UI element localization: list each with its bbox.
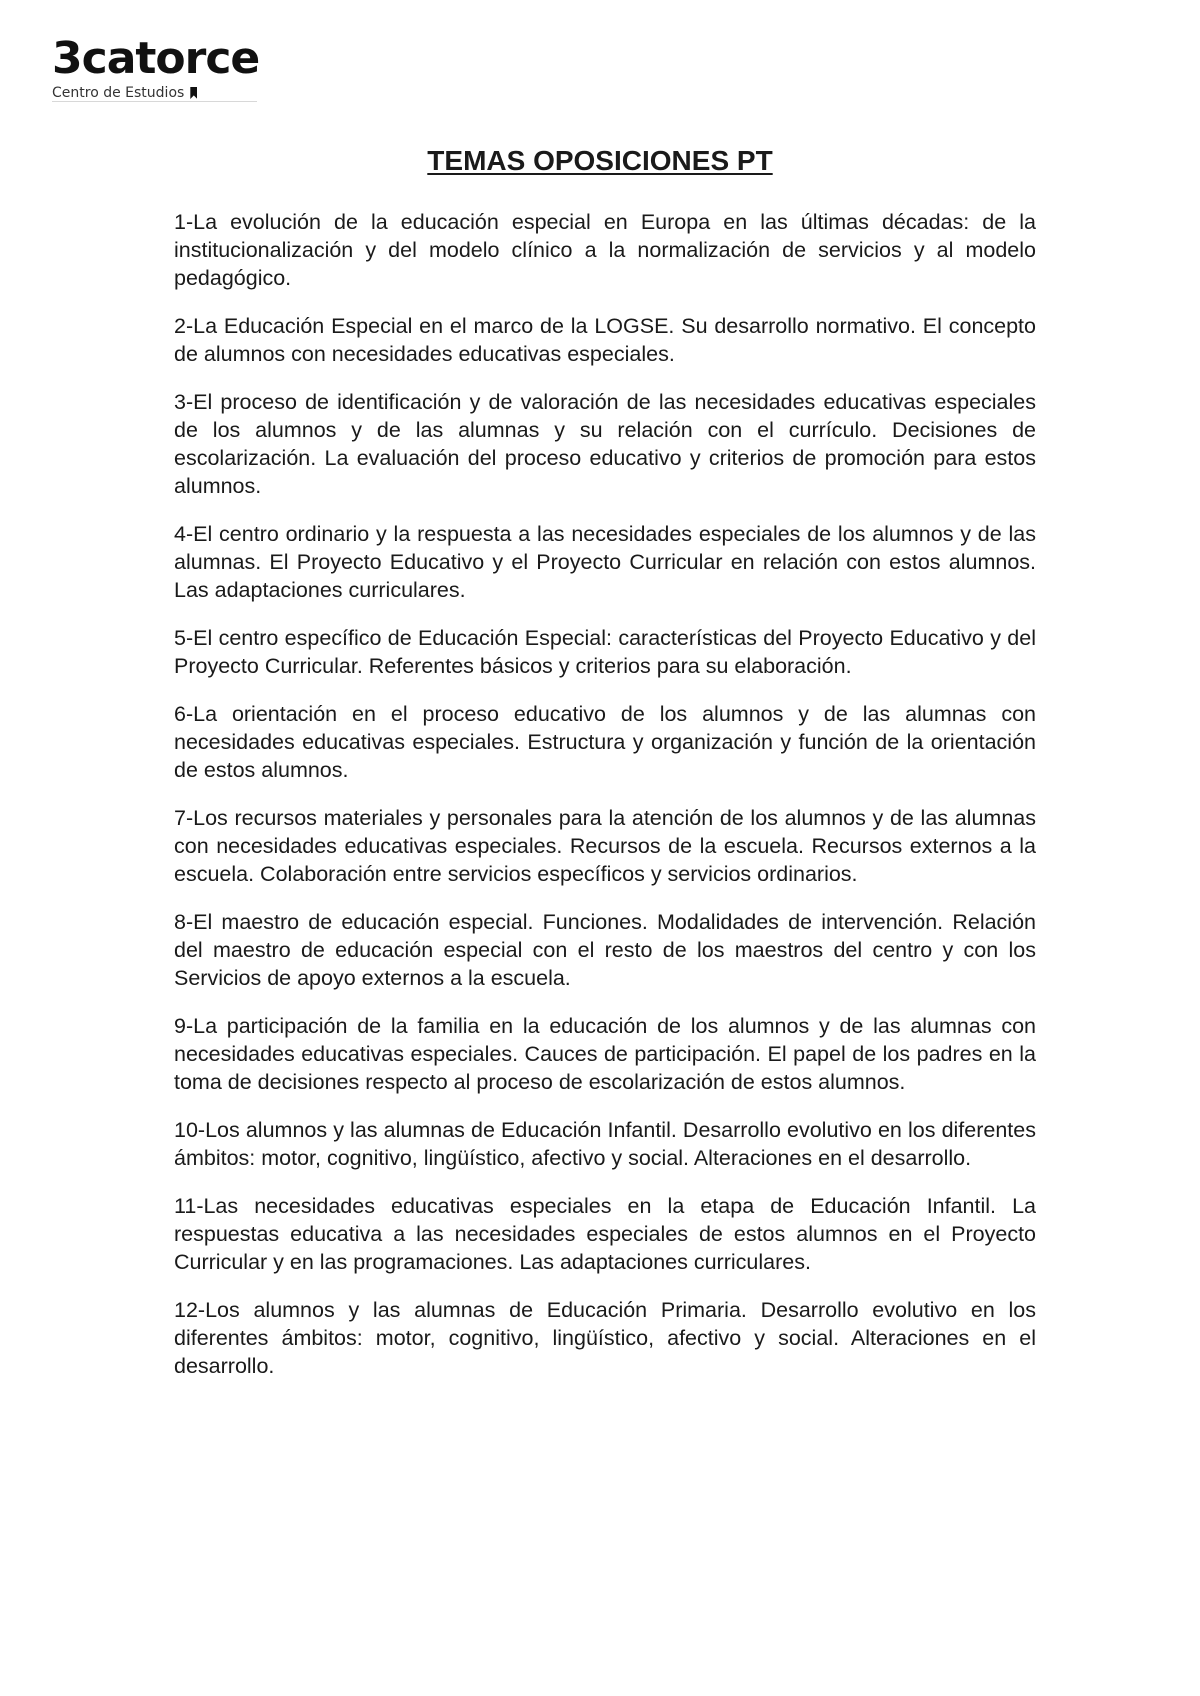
topic-item: 6-La orientación en el proceso educativo de los alumnos y de las alumnas con necesidades educativas especiales. Estructura y organización y función de la orientación de estos alumnos. [174, 702, 1036, 782]
bookmark-icon [190, 87, 197, 99]
logo-tagline-row [52, 84, 262, 102]
topic-item: 9-La participación de la familia en la educación de los alumnos y de las alumnas con necesidades educativas especiales. Cauces de participación. El papel de los padres en la toma de decisiones respecto al proceso de escolarización de estos alumnos. [174, 1014, 1036, 1094]
topic-item: 1-La evolución de la educación especial en Europa en las últimas décadas: de la institucionalización y del modelo clínico a la normalización de servicios y al modelo pedagógico. [174, 210, 1036, 290]
logo-divider [52, 101, 257, 102]
logo-wordmark: 3catorce [52, 33, 260, 84]
topic-item: 10-Los alumnos y las alumnas de Educación Infantil. Desarrollo evolutivo en los diferentes ámbitos: motor, cognitivo, lingüístico, afectivo y social. Alteraciones en el desarrollo. [174, 1118, 1036, 1170]
logo-tagline: Centro de Estudios [52, 85, 185, 101]
brand-logo [52, 34, 262, 102]
topic-item: 5-El centro específico de Educación Especial: características del Proyecto Educativo y del Proyecto Curricular. Referentes básicos y criterios para su elaboración. [174, 626, 1036, 678]
topic-item: 2-La Educación Especial en el marco de la LOGSE. Su desarrollo normativo. El concepto de alumnos con necesidades educativas especiales. [174, 314, 1036, 366]
page-title: TEMAS OPOSICIONES PT [427, 145, 773, 176]
topic-item: 4-El centro ordinario y la respuesta a las necesidades especiales de los alumnos y de las alumnas. El Proyecto Educativo y el Proyecto Curricular en relación con estos alumnos. Las adaptaciones curriculares. [174, 522, 1036, 602]
topic-item: 3-El proceso de identificación y de valoración de las necesidades educativas especiales de los alumnos y de las alumnas y su relación con el currículo. Decisiones de escolarización. La evaluación del proceso educativo y criterios de promoción para estos alumnos. [174, 390, 1036, 498]
topic-item: 7-Los recursos materiales y personales para la atención de los alumnos y de las alumnas con necesidades educativas especiales. Recursos de la escuela. Recursos externos a la escuela. Colaboración entre servicios específicos y servicios ordinarios. [174, 806, 1036, 886]
topic-item: 11-Las necesidades educativas especiales en la etapa de Educación Infantil. La respuestas educativa a las necesidades especiales de estos alumnos en el Proyecto Curricular y en las programaciones. Las adaptaciones curriculares. [174, 1194, 1036, 1274]
topic-list [174, 208, 1036, 1400]
topic-item: 8-El maestro de educación especial. Funciones. Modalidades de intervención. Relación del maestro de educación especial con el resto de los maestros del centro y con los Servicios de apoyo externos a la escuela. [174, 910, 1036, 990]
topic-item: 12-Los alumnos y las alumnas de Educación Primaria. Desarrollo evolutivo en los diferentes ámbitos: motor, cognitivo, lingüístico, afectivo y social. Alteraciones en el desarrollo. [174, 1298, 1036, 1378]
